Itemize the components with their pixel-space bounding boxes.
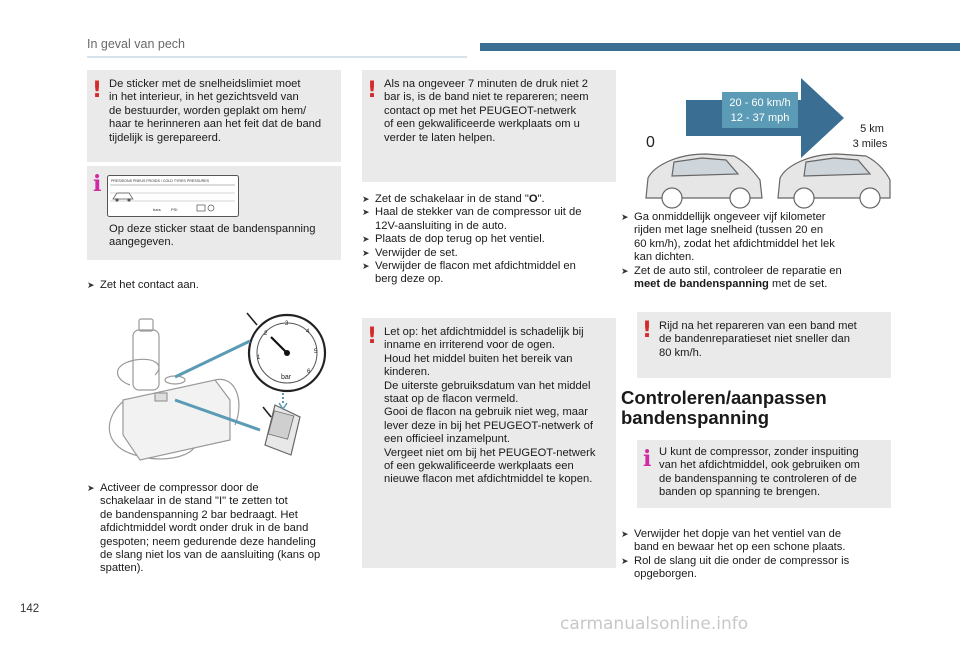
warning-box-pressure — [362, 70, 616, 182]
sticker-title: PRESSIONS PNEUS FROIDS / COLD TYRES PRESSURES — [111, 179, 209, 183]
page-number: 142 — [20, 603, 40, 615]
arrow-bullet-icon: ➤ — [621, 212, 629, 222]
distance-miles-label: 3 miles — [852, 138, 888, 150]
car-end-icon — [778, 154, 890, 208]
step-cap: ➤ Plaats de dop terug op het ventiel. — [362, 233, 545, 246]
arrow-bullet-icon: ➤ — [362, 247, 370, 258]
arrow-bullet-icon: ➤ — [362, 234, 370, 245]
section-title: In geval van pech — [87, 37, 185, 51]
arrow-bullet-icon: ➤ — [87, 483, 95, 493]
distance-km-label: 5 km — [860, 123, 884, 135]
arrow-bullet-icon: ➤ — [87, 280, 95, 290]
arrow-bullet-icon: ➤ — [362, 261, 370, 272]
pressure-sticker-illustration — [107, 175, 239, 217]
warning-icon: ! — [92, 78, 103, 103]
warning-icon: ! — [642, 318, 653, 343]
warning-text: De sticker met de snelheidslimiet moet in het interieur, in het gezichtsveld van de bestuurder, worden geplakt om hem/ haar te herinneren aan het feit dat de band tijdelijk is gerepareerd. — [109, 78, 322, 144]
arrow-bullet-icon: ➤ — [362, 207, 370, 218]
gauge-tick-1: 1 — [257, 355, 261, 361]
step-remove-kit: ➤ Verwijder de set. — [362, 246, 458, 259]
gauge-tick-6: 6 — [307, 369, 311, 375]
warning-icon: ! — [367, 78, 378, 103]
info-text: Op deze sticker staat de bandenspanning aangegeven. — [109, 223, 316, 249]
speed-mph-label: 12 - 37 mph — [730, 112, 790, 124]
arrow-bullet-icon: ➤ — [621, 555, 629, 566]
sticker-bars: bars — [153, 207, 161, 212]
step-activate: ➤ Activeer de compressor door de schakelaar in de stand "I" te zetten tot de bandenspanning 2 bar bedraagt. Het afdichtmiddel wordt onder druk in de band gespoten; neem gedurende deze handeling de slang niet los van de aansluiting (kans op spatten). — [87, 482, 321, 575]
gauge-tick-4: 4 — [306, 329, 310, 335]
driving-distance-diagram — [636, 70, 892, 210]
info-icon: i — [643, 446, 652, 472]
car-start-icon — [646, 154, 762, 208]
info-box-compressor — [637, 440, 891, 508]
steps-inflate — [621, 528, 889, 582]
speed-kmh-label: 20 - 60 km/h — [729, 97, 791, 109]
start-distance-label: 0 — [646, 134, 655, 151]
step-store-bottle: ➤ Verwijder de flacon met afdichtmiddel en berg deze op. — [362, 260, 576, 286]
warning-box-sealant — [362, 318, 616, 568]
warning-text: Let op: het afdichtmiddel is schadelijk bij inname en irriterend voor de ogen. Houd het middel buiten het bereik van kinderen. De uiterste gebruiksdatum van het middel staat op de flacon vermeld. Gooi de flacon na gebruik niet weg, maar lever deze in bij het PEUGEOT-netwerk of een officieel inzamelpunt. Vergeet niet om bij het PEUGEOT-netwerk of een gekwalificeerde werkplaats een nieuwe flacon met afdichtmiddel te kopen. — [384, 326, 596, 486]
steps-after-repair — [362, 193, 616, 287]
header-rule — [87, 56, 467, 58]
arrow-bullet-icon: ➤ — [621, 529, 629, 539]
watermark: carmanualsonline.info — [560, 614, 749, 634]
step-ignition: ➤ Zet het contact aan. — [87, 279, 199, 291]
arrow-bullet-icon: ➤ — [362, 194, 370, 204]
warning-text: Als na ongeveer 7 minuten de druk niet 2 bar is, is de band niet te repareren; neem contact op met het PEUGEOT-netwerk of een gekwalificeerde werkplaats om u verder te laten helpen. — [384, 78, 589, 144]
compressor-illustration — [95, 305, 340, 475]
info-text: U kunt de compressor, zonder inspuiting van het afdichtmiddel, ook gebruiken om de bandenspanning te controleren of de banden op spanning te brengen. — [659, 446, 860, 499]
gauge-tick-2: 2 — [264, 331, 268, 337]
header-accent-bar — [480, 43, 960, 51]
arrow-bullet-icon: ➤ — [621, 265, 629, 276]
step-check-pressure: ➤ Zet de auto stil, controleer de reparatie en meet de bandenspanning met de set. — [621, 264, 842, 291]
warning-text: Rijd na het repareren van een band met de bandenreparatieset niet sneller dan 80 km/h. — [659, 320, 857, 359]
gauge-tick-5: 5 — [314, 349, 318, 355]
gauge-tick-3: 3 — [285, 321, 289, 327]
warning-box-speed — [637, 312, 891, 378]
info-icon: i — [93, 171, 102, 197]
step-switch-off: ➤ Zet de schakelaar in de stand "O". — [362, 193, 545, 205]
warning-box-sticker — [87, 70, 341, 162]
info-box-sticker — [87, 166, 341, 260]
steps-drive — [621, 211, 886, 291]
step-remove-valve-cap: ➤ Verwijder het dopje van het ventiel van de band en bewaar het op een schone plaats. — [621, 528, 846, 554]
step-unplug: ➤ Haal de stekker van de compressor uit de 12V-aansluiting in de auto. — [362, 206, 582, 232]
warning-icon: ! — [367, 324, 378, 349]
step-unroll-hose: ➤ Rol de slang uit die onder de compressor is opgeborgen. — [621, 554, 850, 581]
section-heading: Controleren/aanpassen bandenspanning — [621, 387, 827, 428]
step-drive: ➤ Ga onmiddellijk ongeveer vijf kilometer rijden met lage snelheid (tussen 20 en 60 km/h), zodat het afdichtmiddel het lek kan dichten. — [621, 211, 835, 264]
gauge-unit: bar — [281, 374, 292, 381]
sticker-psi: PSI — [171, 207, 178, 212]
